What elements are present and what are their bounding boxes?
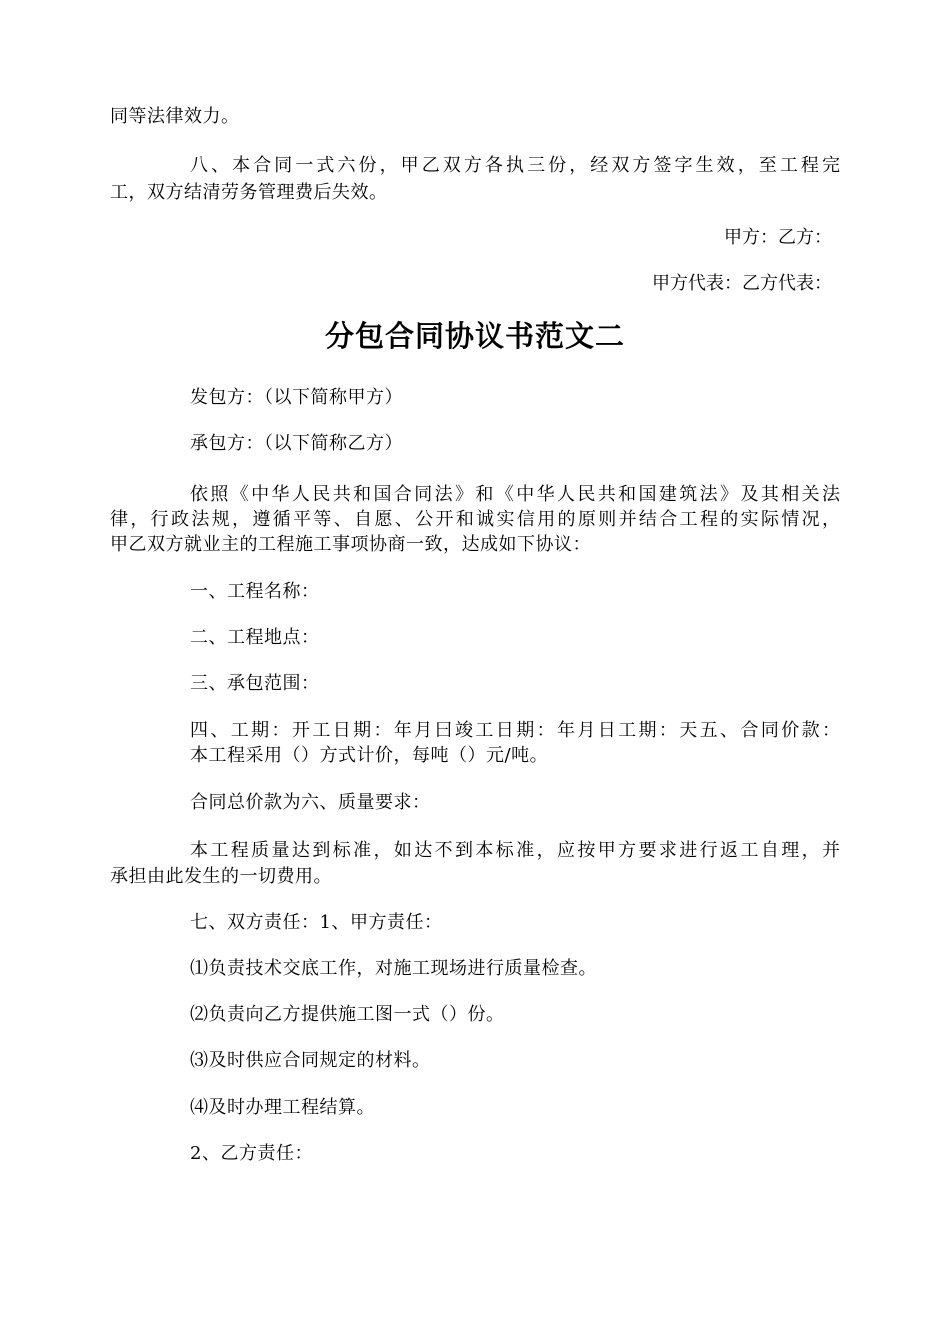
party-a-duty-4: ⑷及时办理工程结算。: [190, 1097, 375, 1118]
signature-representatives: 甲方代表：乙方代表：: [652, 273, 832, 294]
clause-8-line-1: 八、本合同一式六份，甲乙双方各执三份，经双方签字生效，至工程完: [190, 155, 840, 176]
item-2-project-location: 二、工程地点：: [190, 627, 320, 648]
document-title: 分包合同协议书范文二: [324, 319, 625, 353]
previous-clause-tail: 同等法律效力。: [110, 106, 240, 127]
contractor-line: 承包方：（以下简称乙方）: [190, 433, 403, 454]
basis-line-1: 依照《中华人民共和国合同法》和《中华人民共和国建筑法》及其相关法: [190, 484, 840, 505]
item-4-line-2: 本工程采用（）方式计价，每吨（）元/吨。: [190, 745, 549, 766]
party-a-duty-3: ⑶及时供应合同规定的材料。: [190, 1050, 431, 1071]
clause-8-line-2: 工，双方结清劳务管理费后失效。: [110, 182, 388, 203]
basis-line-2: 律，行政法规，遵循平等、自愿、公开和诚实信用的原则并结合工程的实际情况，: [110, 509, 840, 530]
item-1-project-name: 一、工程名称：: [190, 581, 320, 602]
item-7-responsibilities: 七、双方责任：1、甲方责任：: [190, 912, 443, 933]
party-b-responsibilities: 2、乙方责任：: [190, 1143, 313, 1164]
quality-line-2: 承担由此发生的一切费用。: [110, 866, 332, 887]
quality-line-1: 本工程质量达到标准，如达不到本标准，应按甲方要求进行返工自理，并: [190, 840, 840, 861]
party-a-duty-2: ⑵负责向乙方提供施工图一式（）份。: [190, 1004, 505, 1025]
item-6-total-price: 合同总价款为六、质量要求：: [190, 792, 431, 813]
basis-line-3: 甲乙双方就业主的工程施工事项协商一致，达成如下协议：: [110, 534, 591, 555]
signature-parties: 甲方：乙方：: [724, 227, 832, 248]
issuer-line: 发包方：（以下简称甲方）: [190, 387, 403, 408]
party-a-duty-1: ⑴负责技术交底工作，对施工现场进行质量检查。: [190, 958, 597, 979]
item-4-line-1: 四、工期：开工日期：年月曰竣工日期：年月日工期：天五、合同价款：: [190, 720, 840, 741]
item-3-contract-scope: 三、承包范围：: [190, 673, 320, 694]
